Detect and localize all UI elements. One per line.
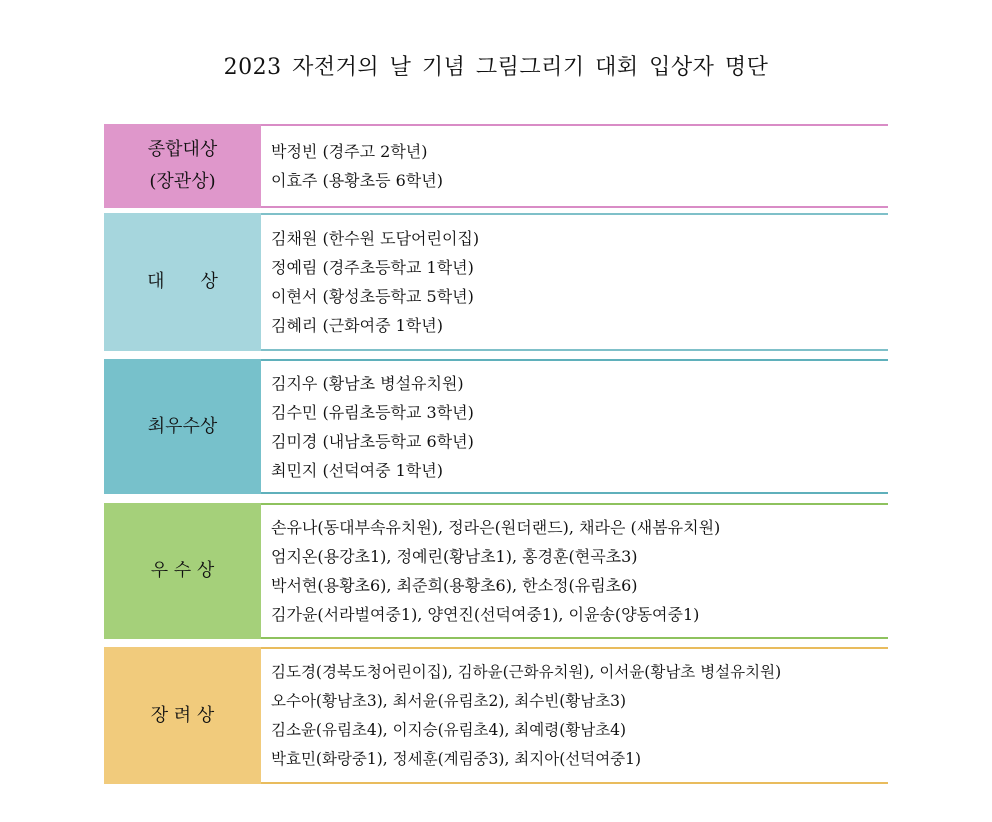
winner-line: 김수민 (유림초등학교 3학년)	[271, 402, 474, 422]
award-label-daesang	[104, 213, 261, 351]
award-winners-grand-prize	[261, 124, 888, 208]
award-row-encouragement	[104, 647, 888, 784]
winner-line: 최민지 (선덕여중 1학년)	[271, 460, 443, 480]
winner-line: 손유나(동대부속유치원), 정라은(원더랜드), 채라은 (새봄유치원)	[271, 518, 721, 537]
winner-line: 엄지온(용강초1), 정예린(황남초1), 홍경훈(현곡초3)	[271, 547, 638, 566]
award-label-grand-prize	[104, 124, 261, 208]
winner-line: 김도경(경북도청어린이집), 김하윤(근화유치원), 이서윤(황남초 병설유치원)	[271, 662, 782, 681]
winner-line: 이현서 (황성초등학교 5학년)	[271, 287, 474, 306]
winner-line: 박정빈 (경주고 2학년)	[271, 142, 428, 161]
award-label-line: 우 수 상	[150, 560, 215, 581]
award-label-excellence	[104, 359, 261, 494]
winner-line: 김가윤(서라벌여중1), 양연진(선덕여중1), 이윤송(양동여중1)	[271, 605, 700, 624]
winner-line: 오수아(황남초3), 최서윤(유림초2), 최수빈(황남초3)	[271, 691, 627, 710]
award-label-line: 장 려 상	[150, 704, 215, 726]
award-label-merit	[104, 503, 261, 639]
award-winners-merit	[261, 503, 888, 639]
award-label-line: (장관상)	[149, 171, 216, 192]
winner-line: 정예림 (경주초등학교 1학년)	[271, 258, 474, 277]
award-winners-encouragement	[261, 647, 888, 784]
page-title: 2023 자전거의 날 기념 그림그리기 대회 입상자 명단	[223, 55, 769, 80]
winner-line: 김미경 (내남초등학교 6학년)	[271, 431, 474, 451]
award-label-line: 종합대상	[147, 139, 218, 160]
winner-line: 김소윤(유림초4), 이지승(유림초4), 최예령(황남초4)	[271, 720, 627, 739]
award-row-daesang	[104, 213, 888, 351]
award-row-merit	[104, 503, 888, 639]
award-label-line: 최우수상	[147, 415, 218, 437]
winner-line: 김채원 (한수원 도담어린이집)	[271, 229, 480, 248]
winner-line: 박서현(용황초6), 최준희(용황초6), 한소정(유림초6)	[271, 576, 638, 595]
award-label-line: 대 상	[147, 271, 218, 292]
winner-line: 김지우 (황남초 병설유치원)	[271, 373, 464, 393]
award-label-encouragement	[104, 647, 261, 784]
winner-line: 박효민(화랑중1), 정세훈(계림중3), 최지아(선덕여중1)	[271, 749, 642, 768]
winner-line: 이효주 (용황초등 6학년)	[271, 171, 443, 190]
award-row-grand-prize	[104, 124, 888, 208]
award-winners-daesang	[261, 213, 888, 351]
award-row-excellence	[104, 359, 888, 494]
winner-line: 김혜리 (근화여중 1학년)	[271, 316, 443, 335]
award-winners-excellence	[261, 359, 888, 494]
